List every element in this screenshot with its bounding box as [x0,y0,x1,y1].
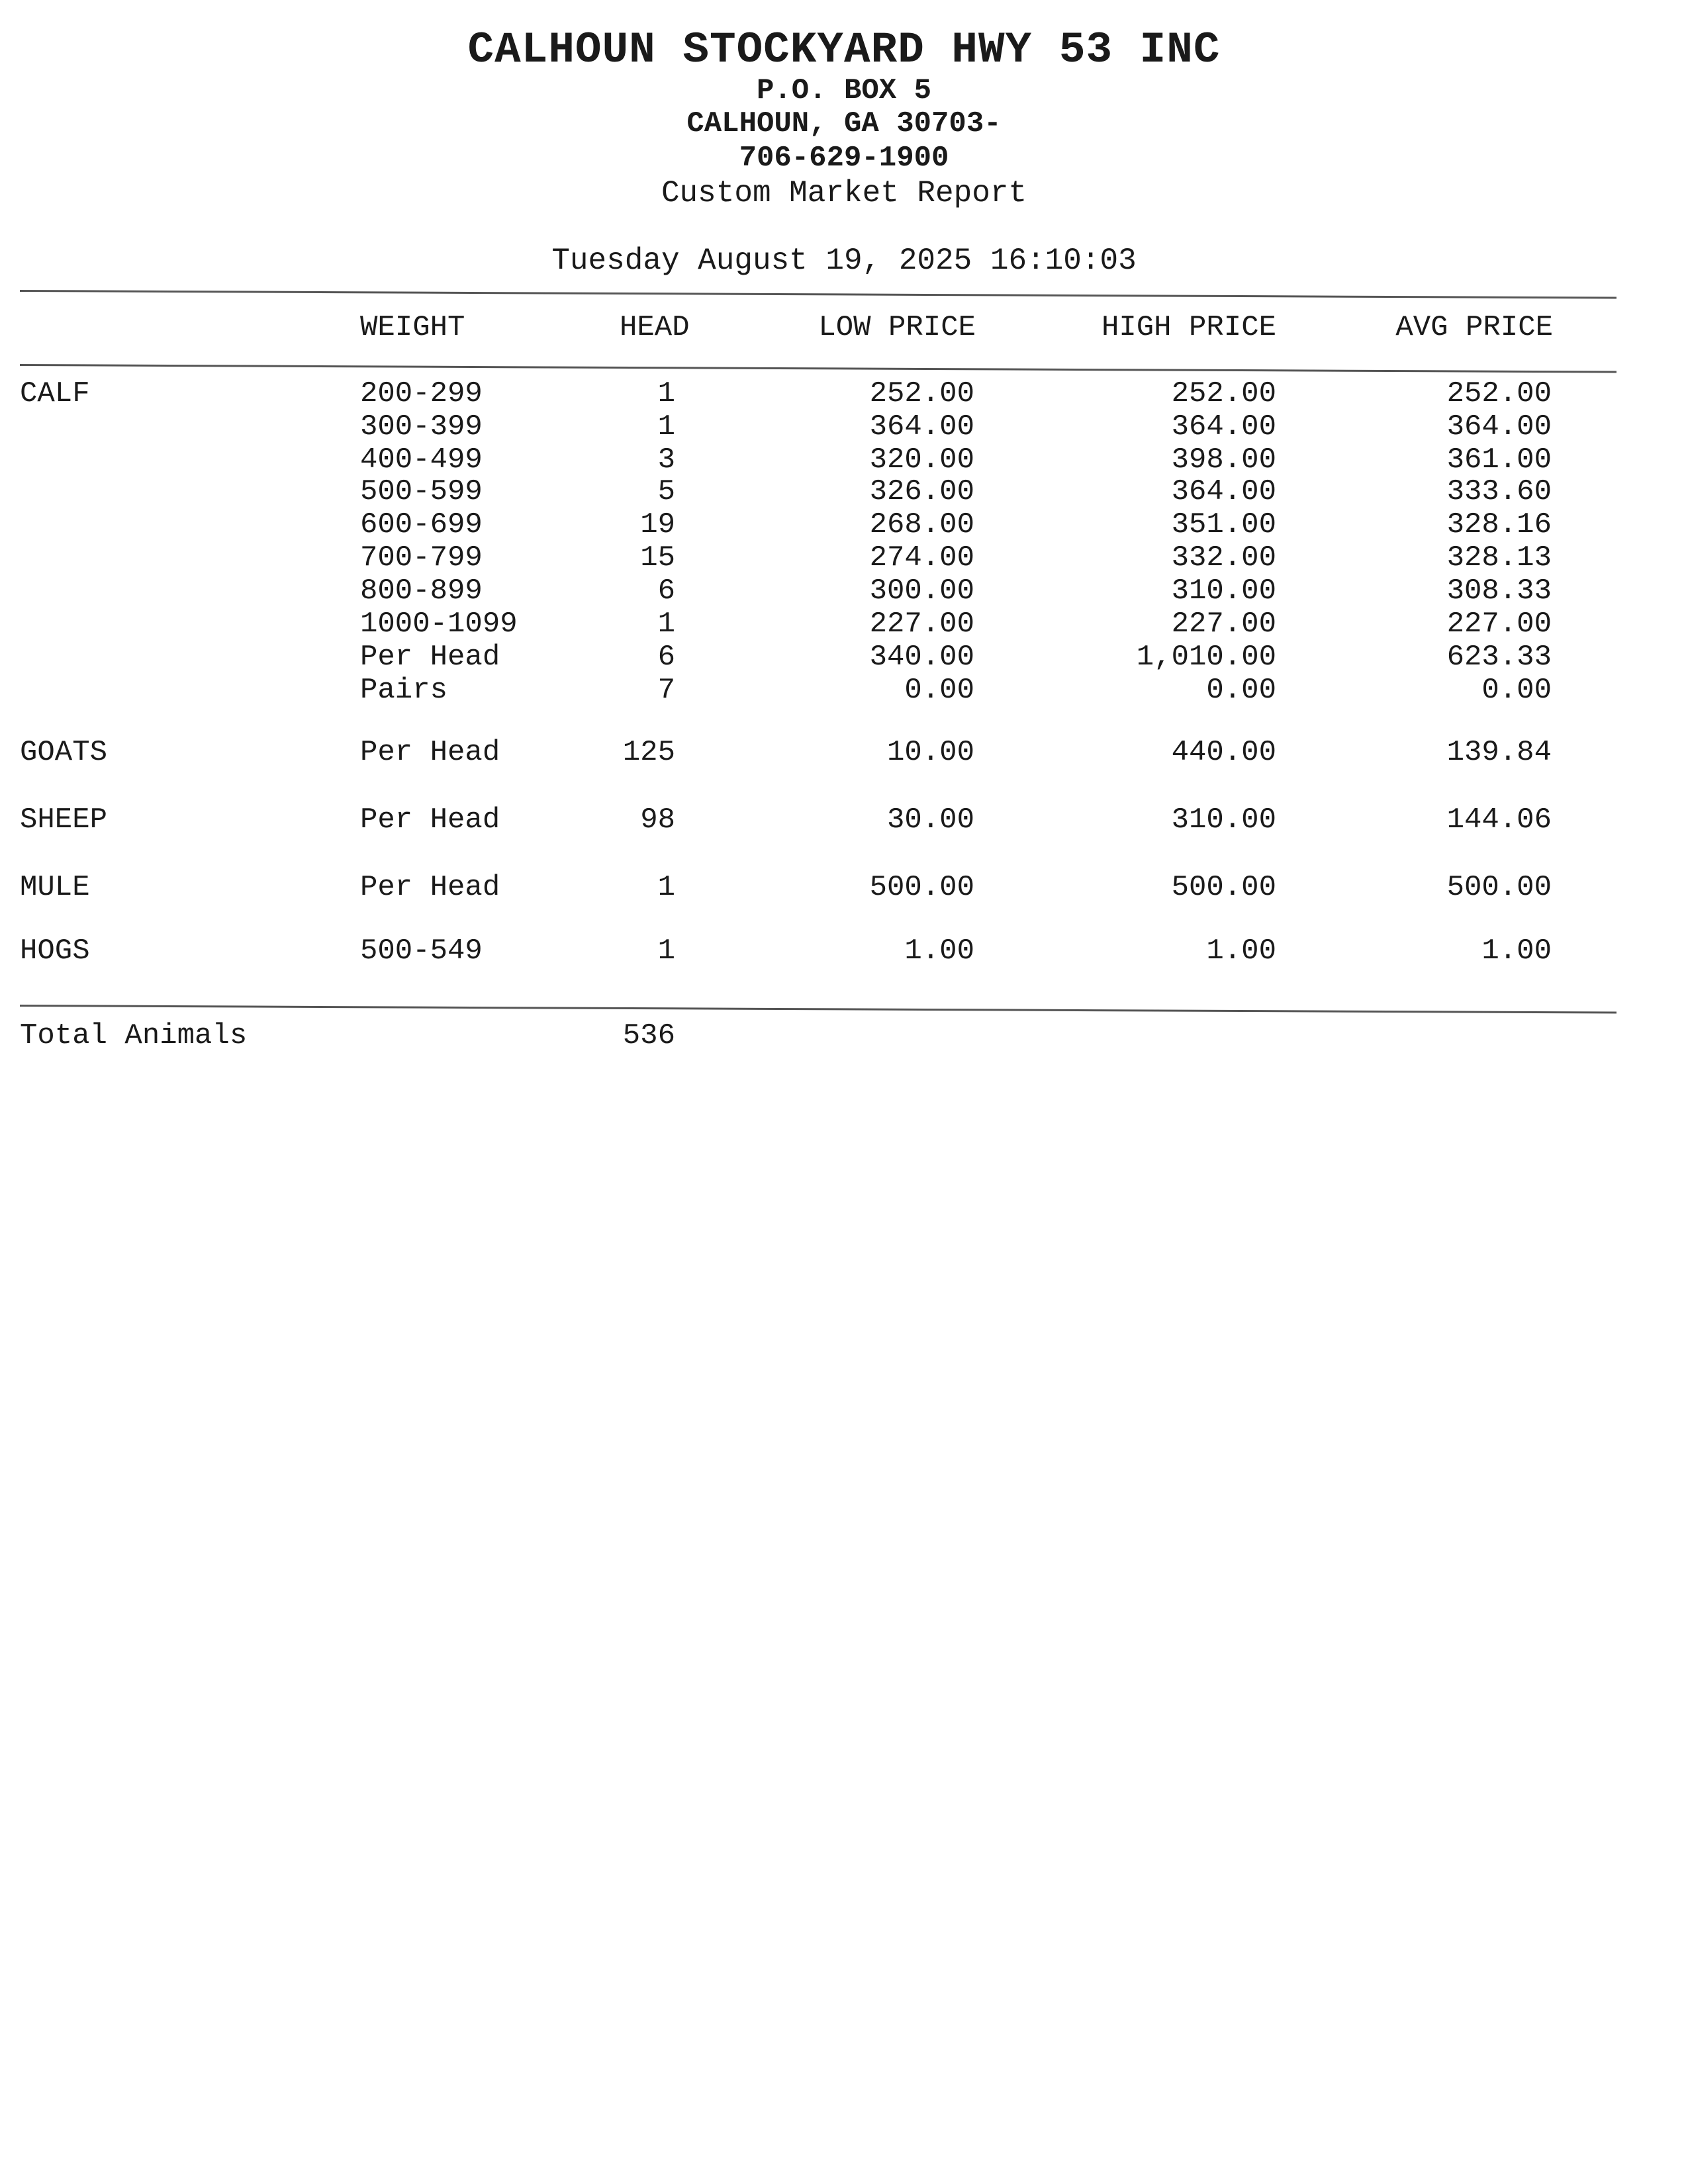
row-high-price: 310.00 [1171,574,1276,608]
total-animals-label: Total Animals [20,1019,248,1052]
row-head-count: 98 [640,803,675,837]
company-city: CALHOUN, GA 30703- [686,107,1002,140]
table-row [0,934,1688,968]
row-head-count: 1 [657,410,675,443]
table-row [0,641,1688,674]
row-low-price: 300.00 [869,574,974,608]
total-animals-value: 536 [622,1019,675,1052]
row-weight: 700-799 [360,541,483,574]
table-row [0,736,1688,769]
row-low-price: 326.00 [869,475,974,508]
row-head-count: 1 [657,608,675,641]
company-phone: 706-629-1900 [739,142,949,175]
bottom-divider [20,1005,1617,1014]
row-avg-price: 364.00 [1446,410,1552,443]
row-high-price: 440.00 [1171,736,1276,769]
table-row [0,871,1688,904]
row-high-price: 364.00 [1171,410,1276,443]
row-low-price: 320.00 [869,443,974,477]
report-title: Custom Market Report [661,176,1027,210]
row-low-price: 274.00 [869,541,974,574]
row-head-count: 6 [657,574,675,608]
table-row [0,443,1688,477]
row-high-price: 252.00 [1171,377,1276,410]
row-high-price: 310.00 [1171,803,1276,837]
row-head-count: 1 [657,934,675,968]
row-head-count: 3 [657,443,675,477]
row-avg-price: 0.00 [1481,674,1552,707]
row-avg-price: 139.84 [1446,736,1552,769]
row-weight: Pairs [360,674,448,707]
row-weight: Per Head [360,641,500,674]
row-weight: Per Head [360,803,500,837]
table-row [0,508,1688,541]
row-category: MULE [20,871,90,904]
row-high-price: 500.00 [1171,871,1276,904]
row-low-price: 10.00 [886,736,974,769]
row-weight: 1000-1099 [360,608,518,641]
row-high-price: 398.00 [1171,443,1276,477]
row-head-count: 7 [657,674,675,707]
table-row [0,608,1688,641]
row-high-price: 0.00 [1206,674,1276,707]
row-category: HOGS [20,934,90,968]
row-weight: 200-299 [360,377,483,410]
row-high-price: 227.00 [1171,608,1276,641]
row-high-price: 1,010.00 [1136,641,1276,674]
table-row [0,410,1688,443]
row-high-price: 332.00 [1171,541,1276,574]
row-head-count: 6 [657,641,675,674]
column-header-head: HEAD [620,311,690,344]
row-category: SHEEP [20,803,108,837]
row-avg-price: 227.00 [1446,608,1552,641]
row-avg-price: 361.00 [1446,443,1552,477]
row-avg-price: 500.00 [1446,871,1552,904]
table-row [0,574,1688,608]
row-avg-price: 328.13 [1446,541,1552,574]
row-low-price: 30.00 [886,803,974,837]
report-date: Tuesday August 19, 2025 16:10:03 [551,244,1137,278]
row-weight: Per Head [360,871,500,904]
row-low-price: 0.00 [904,674,974,707]
row-weight: 500-549 [360,934,483,968]
row-weight: 800-899 [360,574,483,608]
row-category: CALF [20,377,90,410]
company-name: CALHOUN STOCKYARD HWY 53 INC [467,25,1221,75]
row-head-count: 1 [657,871,675,904]
table-row [0,541,1688,574]
po-box: P.O. BOX 5 [756,74,932,107]
row-weight: Per Head [360,736,500,769]
row-head-count: 5 [657,475,675,508]
row-weight: 300-399 [360,410,483,443]
column-header-avg-price: AVG PRICE [1395,311,1553,344]
table-row [0,475,1688,508]
row-weight: 500-599 [360,475,483,508]
row-weight: 400-499 [360,443,483,477]
top-divider [20,290,1617,299]
row-low-price: 1.00 [904,934,974,968]
row-high-price: 351.00 [1171,508,1276,541]
row-high-price: 1.00 [1206,934,1276,968]
row-low-price: 364.00 [869,410,974,443]
row-avg-price: 1.00 [1481,934,1552,968]
row-low-price: 268.00 [869,508,974,541]
row-category: GOATS [20,736,108,769]
row-avg-price: 333.60 [1446,475,1552,508]
row-avg-price: 252.00 [1446,377,1552,410]
row-low-price: 227.00 [869,608,974,641]
table-row [0,674,1688,707]
table-row [0,803,1688,837]
row-high-price: 364.00 [1171,475,1276,508]
row-low-price: 500.00 [869,871,974,904]
row-head-count: 1 [657,377,675,410]
header-divider [20,364,1617,373]
column-header-high-price: HIGH PRICE [1101,311,1276,344]
row-head-count: 125 [622,736,675,769]
row-avg-price: 328.16 [1446,508,1552,541]
row-avg-price: 308.33 [1446,574,1552,608]
column-header-low-price: LOW PRICE [818,311,976,344]
row-weight: 600-699 [360,508,483,541]
row-head-count: 19 [640,508,675,541]
row-low-price: 340.00 [869,641,974,674]
row-avg-price: 144.06 [1446,803,1552,837]
row-low-price: 252.00 [869,377,974,410]
table-row [0,377,1688,410]
row-avg-price: 623.33 [1446,641,1552,674]
row-head-count: 15 [640,541,675,574]
column-header-weight: WEIGHT [360,311,465,344]
